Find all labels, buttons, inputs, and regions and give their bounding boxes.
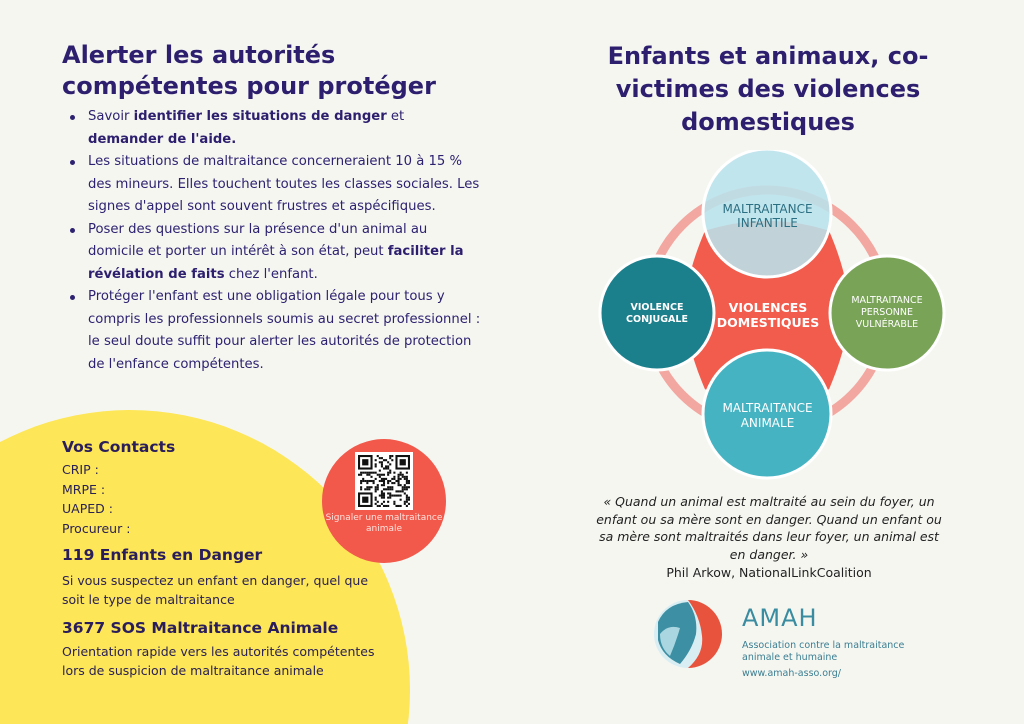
node-center-label: VIOLENCES DOMESTIQUES xyxy=(716,300,820,330)
qr-caption: Signaler une maltraitance animale xyxy=(325,513,443,534)
qr-badge xyxy=(322,439,446,563)
contact-procureur: Procureur : xyxy=(62,520,131,536)
bullet-text: chez l'enfant. xyxy=(224,266,318,282)
left-title: Alerter les autorités compétentes pour protéger xyxy=(62,41,436,100)
bullet-text: Poser des questions sur la présence d'un animal au domicile et porter un intérêt à son état, peut xyxy=(88,221,428,259)
info-bullet xyxy=(62,106,482,151)
node-left-label: VIOLENCE CONJUGALE xyxy=(626,302,688,325)
bullet-text: et xyxy=(386,109,405,124)
helpline-3677-desc: Orientation rapide vers les autorités compétentes lors de suspicion de maltraitance animale xyxy=(62,644,375,678)
node-bottom-label: MALTRAITANCE ANIMALE xyxy=(722,401,813,430)
info-bullet xyxy=(62,286,482,376)
info-bullets xyxy=(62,106,482,376)
helpline-119-title: 119 Enfants en Danger xyxy=(62,546,263,564)
org-subtitle: Association contre la maltraitance animale et humaine xyxy=(742,640,905,663)
qr-code[interactable] xyxy=(355,452,413,510)
node-right-label: MALTRAITANCE PERSONNE VULNÉRABLE xyxy=(851,295,923,330)
bullet-emphasis: identifier les situations de danger xyxy=(133,109,387,124)
bullet-text: Les situations de maltraitance concerneraient 10 à 15 % des mineurs. Elles touchent toutes les classes sociales. Les signes d'appel sont souvent frustres et aspécifiques. xyxy=(88,154,480,214)
right-title: Enfants et animaux, co-victimes des violences domestiques xyxy=(607,42,929,136)
violence-diagram xyxy=(585,150,965,485)
contact-crip: CRIP : xyxy=(62,462,99,477)
bullet-emphasis: faciliter la révélation de faits xyxy=(88,244,464,282)
node-top-label: MALTRAITANCE INFANTILE xyxy=(722,202,813,230)
helpline-119-desc: Si vous suspectez un enfant en danger, quel que soit le type de maltraitance xyxy=(62,573,369,607)
helpline-3677-title: 3677 SOS Maltraitance Animale xyxy=(62,619,339,637)
contact-uaped: UAPED : xyxy=(62,501,113,516)
bullet-emphasis: demander de l'aide. xyxy=(88,131,237,147)
bullet-text: Savoir xyxy=(88,109,134,124)
info-bullet xyxy=(62,151,482,219)
bullet-text: Protéger l'enfant est une obligation légale pour tous y compris les professionnels soumis au secret professionnel : le seul doute suffit pour alerter les autorités de protection de l'enfance compétentes. xyxy=(88,289,481,372)
qr-code-graphic xyxy=(358,455,410,507)
info-bullet xyxy=(62,219,482,287)
amah-logo-icon xyxy=(652,598,732,670)
contacts-title: Vos Contacts xyxy=(62,438,176,456)
org-name: AMAH xyxy=(742,604,818,632)
contact-mrpe: MRPE : xyxy=(62,481,106,497)
org-url[interactable]: www.amah-asso.org/ xyxy=(742,668,841,679)
quote-text: « Quand un animal est maltraité au sein du foyer, un enfant ou sa mère sont en danger. Quand un enfant ou sa mère sont maltraités dans leur foyer, un animal est en danger. » xyxy=(596,494,942,562)
quote-author: Phil Arkow, NationalLinkCoalition xyxy=(666,565,872,580)
